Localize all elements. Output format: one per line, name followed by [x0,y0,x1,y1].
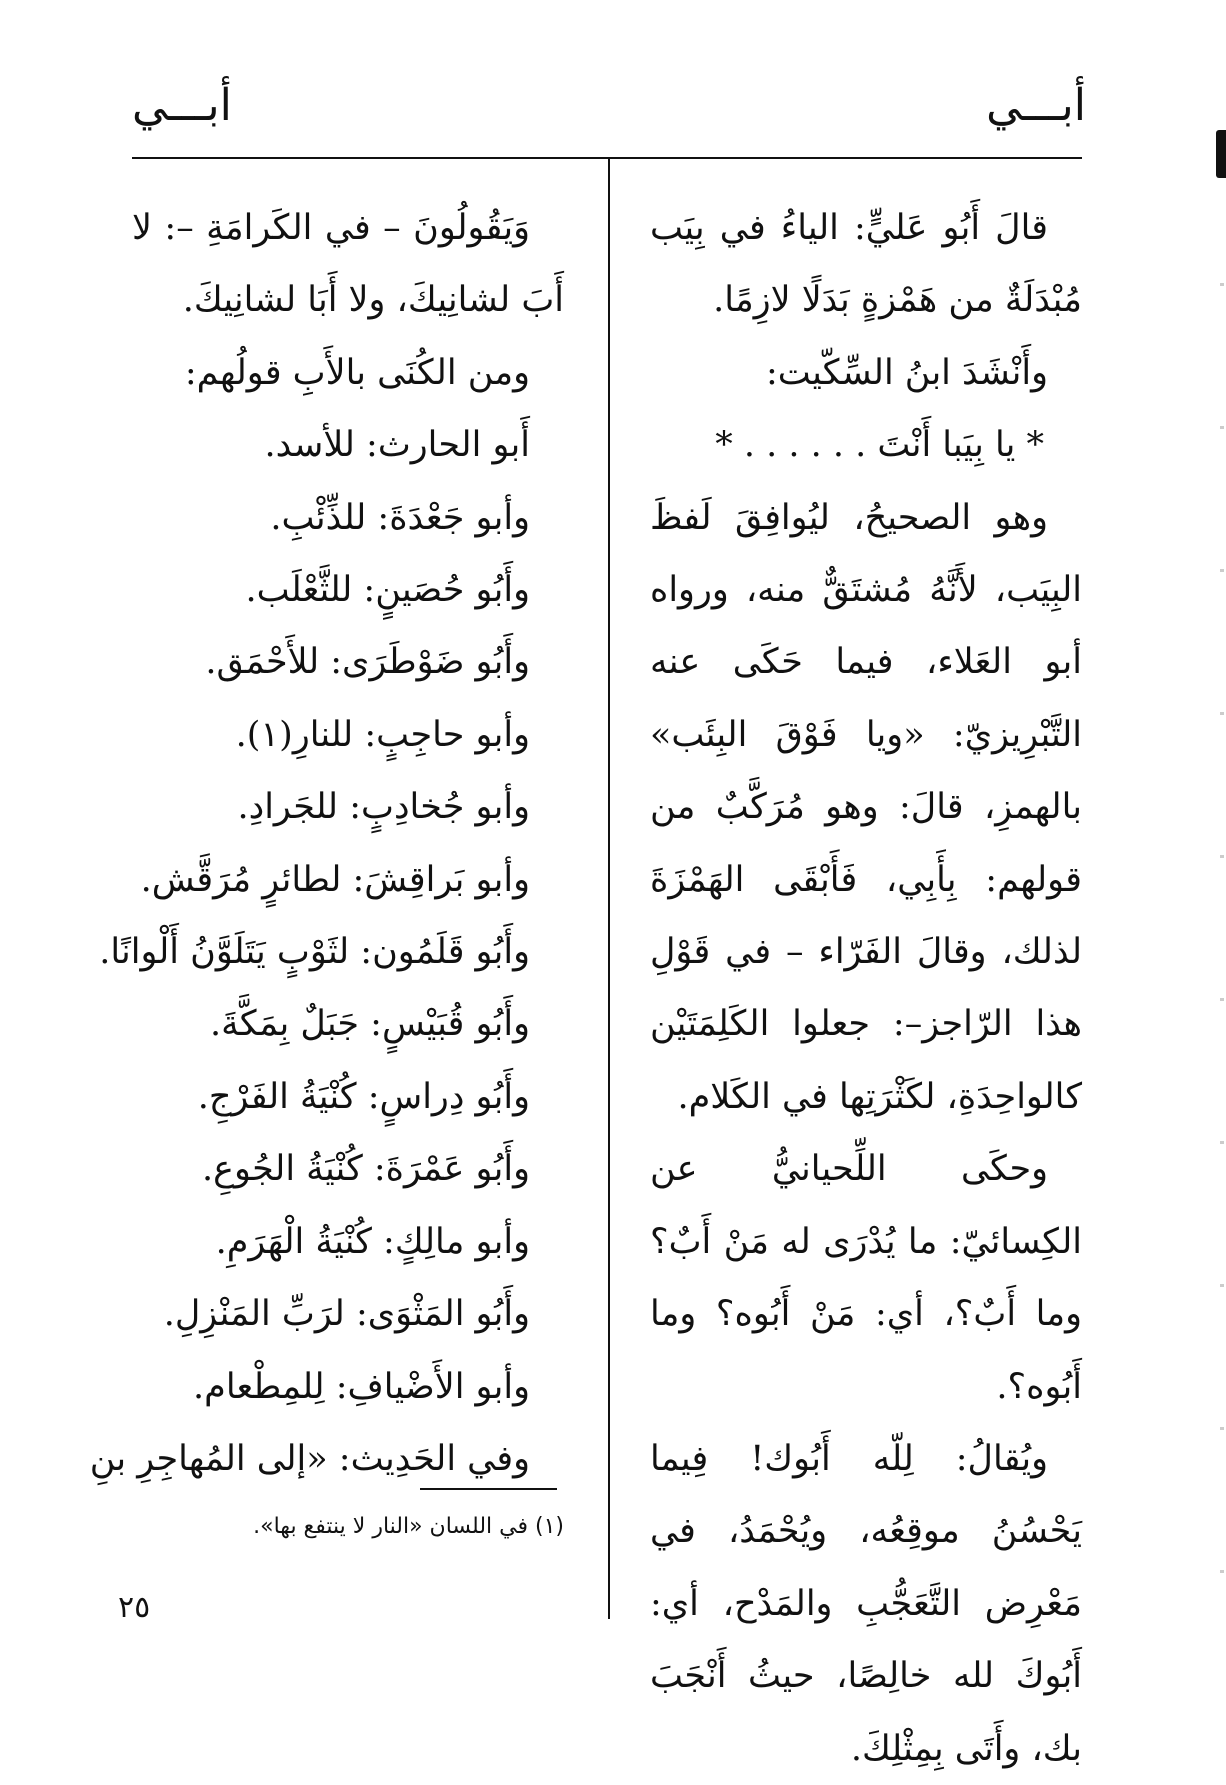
running-header-right: أبـــي [986,80,1086,131]
running-header-left: أبـــي [132,80,232,131]
paragraph: وهو الصحيحُ، ليُوافِقَ لَفظَ البِيَب، لأَنَّهُ مُشتَقٌّ منه، ورواه أبو العَلاء، فيما حَكَى عنه التَّبْرِيزيّ: «ويا فَوْقَ البِئَب» بالهمزِ، قالَ: وهو مُرَكَّبٌ من قولهم: بِأَبِي، فَأَبْقَى الهَمْزَةَ لذلك، وقالَ الفَرّاء – في قَوْلِ هذا الرّاجز–: جعلوا الكَلِمَتَيْن كالواحِدَةِ، لكَثْرَتِها في الكَلام. [650,497,1082,1117]
paragraph: وأَنْشَدَ ابنُ السِّكّيت: [766,352,1048,393]
list-item: وأَبُو ضَوْطَرَى: للأَحْمَق. [205,642,530,683]
list-item: وأبو بَراقِشَ: لطائرٍ مُرَقَّش. [140,859,530,900]
list-item: أَبو الحارث: للأسد. [264,425,530,466]
paragraph: وحكَى اللِّحيانيُّ عن الكِسائيّ: ما يُدْرَى له مَنْ أَبٌ؟ وما أَبٌ؟، أي: مَنْ أَبُوه؟ وما أَبُوه؟. [650,1149,1082,1407]
list-item: وأَبُو قُبَيْسٍ: جَبَلٌ بِمَكَّةَ. [210,1004,530,1045]
column-divider [608,159,610,1619]
right-column [650,192,1082,1785]
list-item: وأَبُو دِراسٍ: كُنْيَةُ الفَرْجِ. [197,1076,530,1117]
paragraph: قالَ أَبُو عَليٍّ: الياءُ في بِيَب مُبْدَلَةٌ من هَمْزةٍ بَدَلًا لازِمًا. [650,208,1082,321]
paragraph: ويُقالُ: لِلّه أَبُوك! فِيما يَحْسُنُ موقِعُه، ويُحْمَدُ، في مَعْرِض التَّعَجُّبِ والمَدْح، أي: أَبُوكَ لله خالِصًا، حيثُ أَنْجَبَ بك، وأَتَى بِمِثْلِكَ. [650,1438,1082,1769]
paragraph: ومن الكُنَى بالأَبِ قولُهم: [184,352,530,393]
page-edge-mark [1216,130,1226,178]
list-item: وأَبُو حُصَينٍ: للثَّعْلَب. [245,570,530,611]
list-item: وأَبُو المَثْوَى: لرَبِّ المَنْزِلِ. [163,1294,530,1335]
page-edge-specks [1220,0,1224,1681]
left-column [89,192,564,1495]
list-item: وأَبُو قَلَمُون: لثَوْبٍ يَتَلَوَّنُ أَلْوانًا. [99,932,530,973]
paragraph: وفي الحَدِيث: «إلى المُهاجِرِ بنِ [89,1438,530,1479]
verse-line: * يا بِيَبا أَنْتَ . . . . . . * [715,425,1044,466]
footnote: (١) في اللسان «النار لا ينتفع بها». [253,1514,564,1539]
paragraph: وَيَقُولُونَ – في الكَرامَةِ –: لا أَبَ لشانِيكَ، ولا أَبَا لشانِيكَ. [132,208,564,321]
footnote-rule [420,1488,557,1490]
list-item: وأبو جُخادِبٍ: للجَرادِ. [237,787,530,828]
list-item: وأبو جَعْدَةَ: للذِّئْبِ. [270,497,530,538]
page-number: ٢٥ [118,1590,151,1625]
list-item: وأبو مالِكٍ: كُنْيَةُ الْهَرَمِ. [215,1221,530,1262]
list-item: وأبو حاجِبٍ: للنارِ(١). [235,714,530,755]
header-rule [132,157,1082,159]
list-item: وأبو الأَضْيافِ: لِلمِطْعام. [193,1366,530,1407]
list-item: وأَبُو عَمْرَةَ: كُنْيَةُ الجُوعِ. [201,1149,530,1190]
